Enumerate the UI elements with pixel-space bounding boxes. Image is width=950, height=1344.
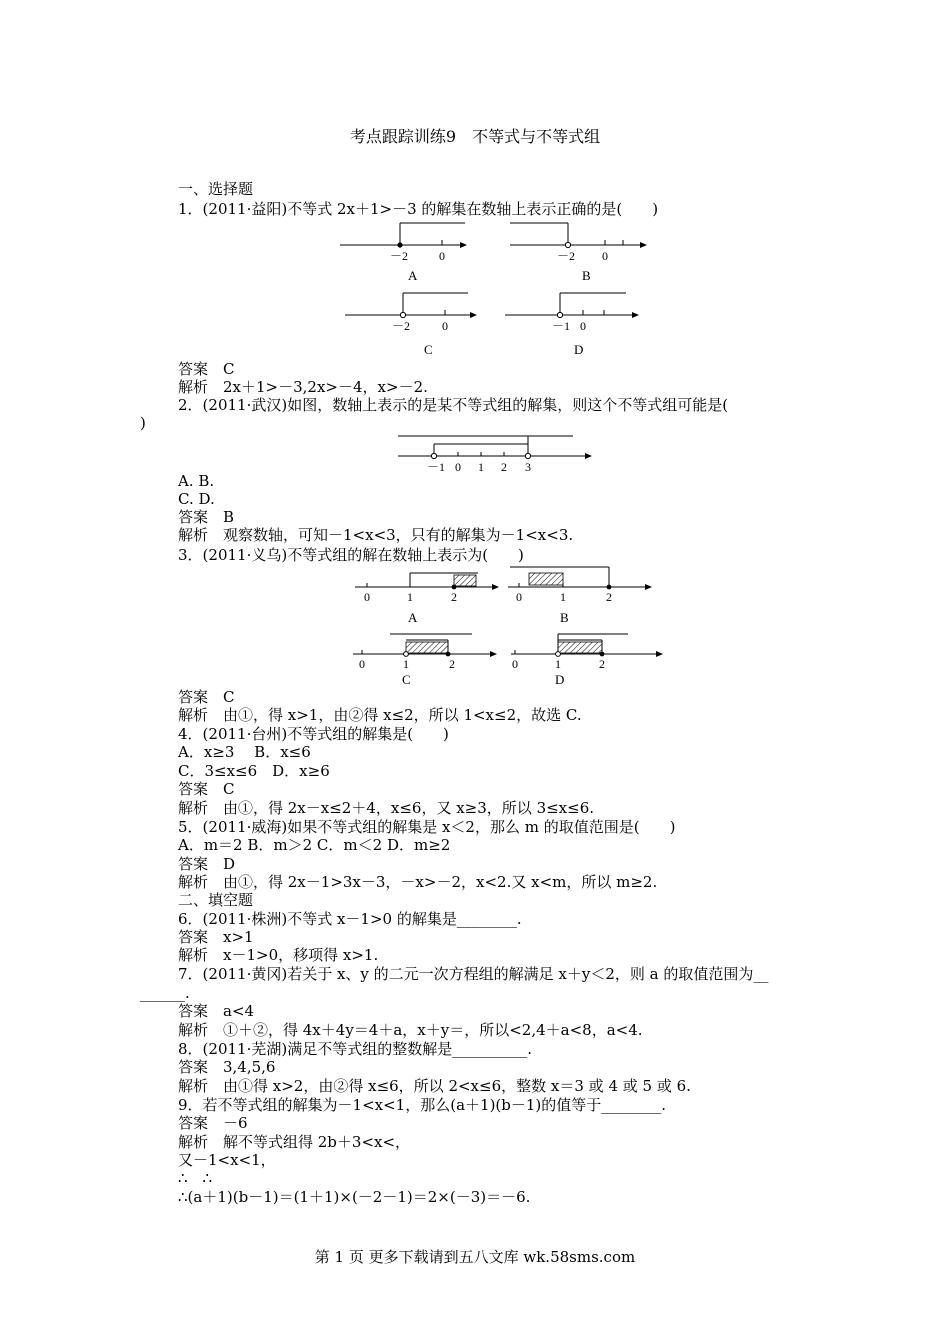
tick-label: 2 (449, 657, 455, 671)
q1-option-c-number-line (340, 285, 480, 335)
tick-label: －2 (390, 249, 409, 263)
tick-label: 0 (580, 319, 586, 333)
tick-label: 0 (364, 590, 370, 604)
q2-number-line (395, 430, 595, 475)
tick-label: －1 (552, 319, 571, 333)
q3-option-c-number-line (350, 630, 500, 675)
option-label: D (574, 342, 584, 357)
text-line: 一、选择题 (178, 180, 254, 198)
tick-label: 1 (403, 657, 409, 671)
text-line: 6．(2011·株洲)不等式 x－1>0 的解集是________. (178, 910, 522, 928)
text-line: 8．(2011·芜湖)满足不等式组的整数解是__________. (178, 1040, 532, 1058)
text-line: 解析 解不等式组得 2b＋3<x<， (178, 1133, 411, 1151)
tick-label: 2 (451, 590, 457, 604)
text-line: 9．若不等式组的解集为－1<x<1，那么(a＋1)(b－1)的值等于________. (178, 1096, 667, 1114)
text-line: 3．(2011·义乌)不等式组的解在数轴上表示为( ) (178, 546, 524, 564)
page-footer: 第 1 页 更多下载请到五八文库 wk.58sms.com (314, 1248, 636, 1266)
text-line: 解析 ①＋②，得 4x＋4y＝4＋a，x＋y＝，所以<2,4＋a<8，a<4. (178, 1021, 643, 1039)
tick-label: －2 (557, 249, 576, 263)
text-line: 又－1<x<1， (178, 1151, 276, 1169)
text-line: A. B. (178, 472, 215, 490)
tick-label: 0 (359, 657, 365, 671)
tick-label: 2 (501, 460, 507, 474)
tick-label: 1 (555, 657, 561, 671)
tick-label: 0 (455, 460, 461, 474)
text-line: 7．(2011·黄冈)若关于 x、y 的二元一次方程组的解满足 x＋y＜2，则 a 的取值范围为__ (178, 965, 769, 983)
tick-label: 0 (602, 249, 608, 263)
text-line: 答案 C (178, 360, 235, 378)
text-line: 4．(2011·台州)不等式组的解集是( ) (178, 725, 449, 743)
tick-label: 0 (439, 249, 445, 263)
text-line: 解析 由①，得 2x－1>3x－3，－x>－2，x<2.又 x<m，所以 m≥2. (178, 873, 658, 891)
text-line: 1．(2011·益阳)不等式 2x＋1>－3 的解集在数轴上表示正确的是( ) (178, 200, 659, 218)
text-line: 2．(2011·武汉)如图，数轴上表示的是某不等式组的解集，则这个不等式组可能是( (178, 396, 729, 414)
tick-label: 0 (516, 590, 522, 604)
option-label: A (408, 610, 418, 625)
q3-option-d-number-line (508, 630, 658, 675)
text-line: 解析 x－1>0，移项得 x>1. (178, 946, 379, 964)
text-line: C．3≤x≤6 D．x≥6 (178, 762, 330, 780)
text-line: 答案 3,4,5,6 (178, 1058, 276, 1076)
option-label: B (582, 268, 591, 283)
q3-option-b-number-line (505, 563, 655, 608)
text-line: 答案 D (178, 855, 236, 873)
option-label: C (402, 672, 411, 687)
option-label: D (555, 672, 565, 687)
text-line: 解析 由①，得 x>1，由②得 x≤2，所以 1<x≤2，故选 C. (178, 706, 582, 724)
text-line: 答案 a<4 (178, 1002, 255, 1020)
text-line: ) (140, 414, 146, 432)
text-line: 答案 C (178, 780, 235, 798)
tick-label: 1 (560, 590, 566, 604)
text-line: 解析 由①得 x>2，由②得 x≤6，所以 2<x≤6，整数 x＝3 或 4 或 5 或 6. (178, 1077, 691, 1095)
q1-option-a-number-line (335, 215, 465, 265)
text-line: A．x≥3 B．x≤6 (178, 743, 311, 761)
option-label: A (408, 268, 418, 283)
text-line: 答案 C (178, 688, 235, 706)
tick-label: 0 (512, 657, 518, 671)
tick-label: 2 (599, 657, 605, 671)
tick-label: 1 (407, 590, 413, 604)
option-label: B (560, 610, 569, 625)
text-line: 5．(2011·威海)如果不等式组的解集是 x＜2，那么 m 的取值范围是( ) (178, 818, 676, 836)
tick-label: －1 (427, 460, 446, 474)
text-line: 解析 由①，得 2x－x≤2＋4，x≤6，又 x≥3，所以 3≤x≤6. (178, 799, 595, 817)
tick-label: 3 (525, 460, 531, 474)
tick-label: 2 (606, 590, 612, 604)
tick-label: 0 (442, 319, 448, 333)
text-line: C. D. (178, 490, 215, 508)
tick-label: －2 (392, 319, 411, 333)
text-line: 答案 －6 (178, 1114, 248, 1132)
text-line: ∴(a＋1)(b－1)＝(1＋1)×(－2－1)＝2×(－3)＝－6. (178, 1188, 531, 1206)
text-line: A．m＝2 B．m＞2 C．m＜2 D．m≥2 (178, 836, 451, 854)
tick-label: 1 (478, 460, 484, 474)
text-line: ∴ ∴ (178, 1169, 213, 1187)
q1-option-b-number-line (505, 215, 645, 265)
page-title: 考点跟踪训练9 不等式与不等式组 (349, 127, 601, 146)
text-line: 答案 x>1 (178, 928, 254, 946)
q1-option-d-number-line (500, 285, 640, 335)
text-line: ______. (140, 984, 190, 1002)
text-line: 解析 2x＋1>－3,2x>－4，x>－2. (178, 378, 428, 396)
text-line: 答案 B (178, 508, 235, 526)
option-label: C (424, 342, 433, 357)
q3-option-a-number-line (352, 563, 502, 608)
text-line: 二、填空题 (178, 891, 254, 909)
text-line: 解析 观察数轴，可知－1<x<3，只有的解集为－1<x<3. (178, 526, 574, 544)
